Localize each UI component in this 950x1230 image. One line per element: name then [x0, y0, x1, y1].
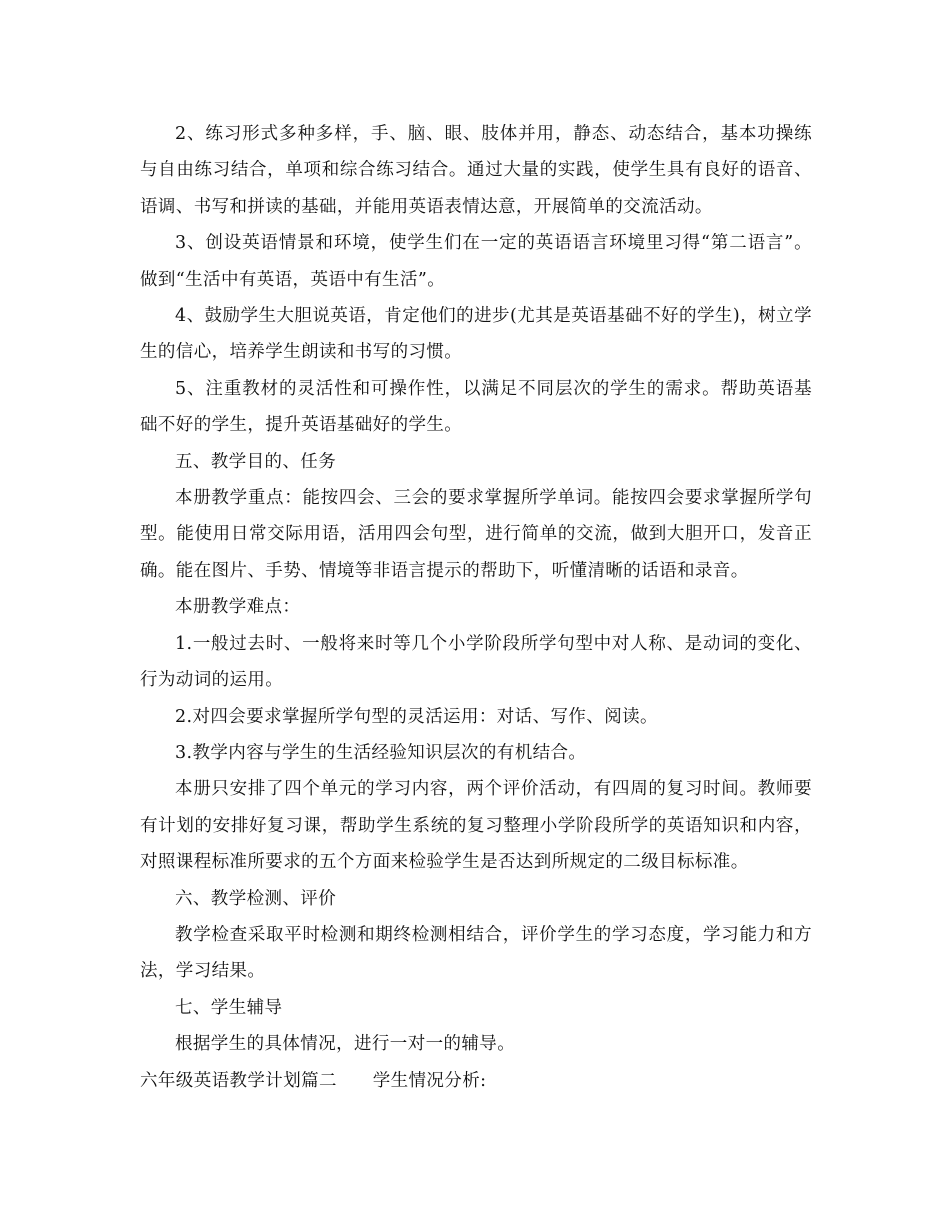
paragraph-encourage-speaking: 4、鼓励学生大胆说英语，肯定他们的进步(尤其是英语基础不好的学生)，树立学生的信心，培养学生朗读和书写的习惯。 [140, 306, 812, 363]
closing-line: 六年级英语教学计划篇二 学生情况分析: [140, 1070, 487, 1091]
document-body [140, 116, 812, 1099]
paragraph-practice-forms: 2、练习形式多种多样，手、脑、眼、肢体并用，静态、动态结合，基本功操练与自由练习结合，单项和综合练习结合。通过大量的实践，使学生具有良好的语音、语调、书写和拼读的基础，并能用英语表情达意，开展简单的交流活动。 [140, 124, 812, 217]
section-heading-teaching-goals: 五、教学目的、任务 [175, 451, 337, 472]
paragraph-difficulty-2: 2.对四会要求掌握所学句型的灵活运用：对话、写作、阅读。 [175, 706, 658, 727]
paragraph-key-points: 本册教学重点：能按四会、三会的要求掌握所学单词。能按四会要求掌握所学句型。能使用日常交际用语，活用四会句型，进行简单的交流，做到大胆开口，发音正确。能在图片、手势、情境等非语言提示的帮助下，听懂清晰的话语和录音。 [140, 488, 812, 581]
section-heading-assessment: 六、教学检测、评价 [175, 888, 337, 909]
paragraph-tutoring: 根据学生的具体情况，进行一对一的辅导。 [175, 1034, 516, 1055]
paragraph-english-environment: 3、创设英语情景和环境，使学生们在一定的英语语言环境里习得“第二语言”。做到“生活中有英语，英语中有生活”。 [140, 233, 812, 290]
paragraph-flexible-materials: 5、注重教材的灵活性和可操作性，以满足不同层次的学生的需求。帮助英语基础不好的学生，提升英语基础好的学生。 [140, 378, 812, 436]
paragraph-difficulty-3: 3.教学内容与学生的生活经验知识层次的有机结合。 [175, 742, 587, 763]
paragraph-assessment: 教学检查采取平时检测和期终检测相结合，评价学生的学习态度，学习能力和方法，学习结果。 [140, 924, 812, 982]
paragraph-review-plan: 本册只安排了四个单元的学习内容，两个评价活动，有四周的复习时间。教师要有计划的安排好复习课，帮助学生系统的复习整理小学阶段所学的英语知识和内容，对照课程标准所要求的五个方面来检验学生是否达到所规定的二级目标标准。 [140, 779, 812, 873]
paragraph-difficulty-1: 1.一般过去时、一般将来时等几个小学阶段所学句型中对人称、是动词的变化、行为动词的运用。 [140, 633, 812, 691]
section-heading-tutoring: 七、学生辅导 [175, 997, 283, 1018]
paragraph-difficulties-heading: 本册教学难点： [175, 597, 301, 618]
